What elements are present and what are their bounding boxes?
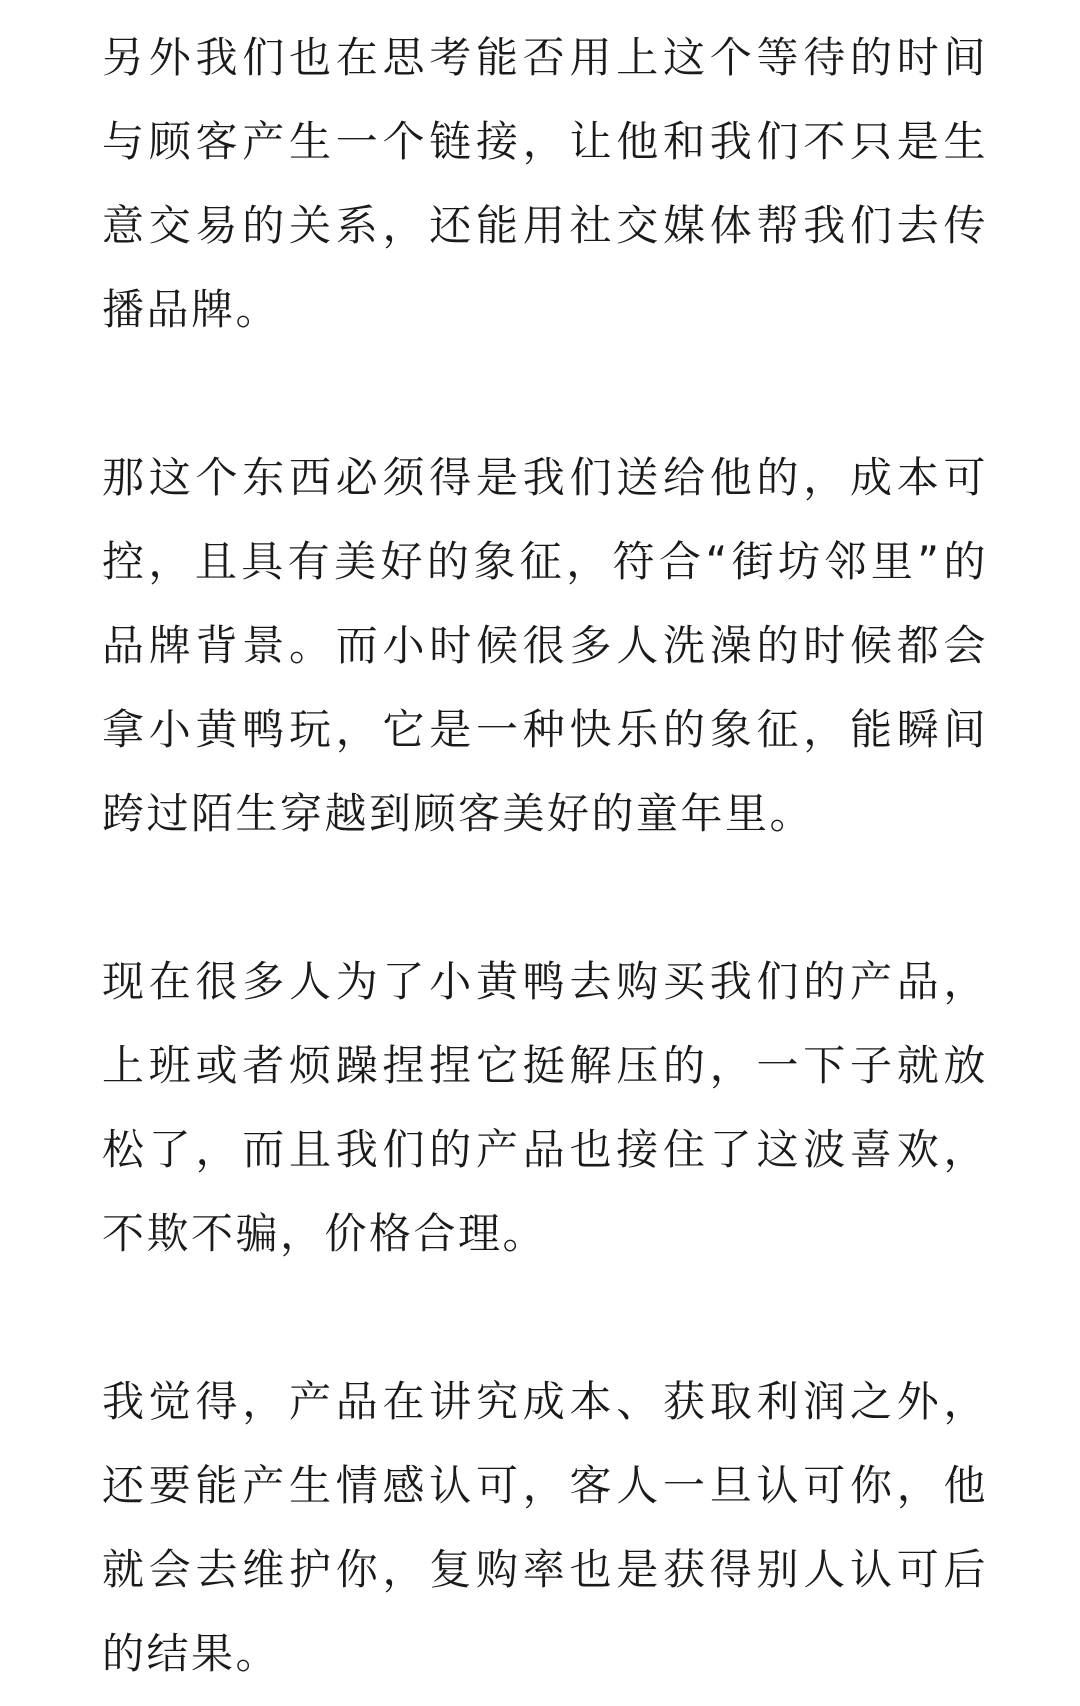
article-body <box>102 16 988 1696</box>
paragraph-emotional-recognition: 我觉得，产品在讲究成本、获取利润之外，还要能产生情感认可，客人一旦认可你，他就会去维护你，复购率也是获得别人认可后的结果。 <box>102 1377 988 1678</box>
paragraph-gift-symbol: 那这个东西必须得是我们送给他的，成本可控，且具有美好的象征，符合“街坊邻里”的品牌背景。而小时候很多人洗澡的时候都会拿小黄鸭玩，它是一种快乐的象征，能瞬间跨过陌生穿越到顾客美好的童年里。 <box>102 453 988 838</box>
paragraph-yellow-duck-purchase: 现在很多人为了小黄鸭去购买我们的产品，上班或者烦躁捏捏它挺解压的，一下子就放松了，而且我们的产品也接住了这波喜欢，不欺不骗，价格合理。 <box>102 957 988 1258</box>
paragraph-waiting-time-connection: 另外我们也在思考能否用上这个等待的时间与顾客产生一个链接，让他和我们不只是生意交易的关系，还能用社交媒体帮我们去传播品牌。 <box>102 33 988 334</box>
